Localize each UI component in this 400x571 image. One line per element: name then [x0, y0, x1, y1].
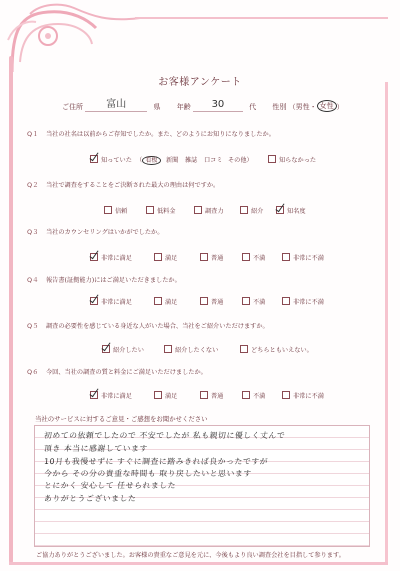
option-very-dissatisfied[interactable]: [282, 253, 324, 262]
option-label: 満足: [165, 393, 178, 400]
option-knew[interactable]: [90, 155, 132, 164]
checkbox[interactable]: [242, 391, 250, 399]
option-label: 満足: [165, 299, 178, 306]
option-very-dissatisfied[interactable]: [282, 297, 324, 306]
comment-prompt: 当社のサービスに対するご意見・ご感想をお聞かせください: [35, 415, 208, 423]
question-5: [27, 322, 376, 331]
checkbox[interactable]: [276, 206, 284, 214]
checkbox[interactable]: [282, 253, 290, 261]
checkbox[interactable]: [90, 297, 98, 305]
gender-option-female[interactable]: 女性: [317, 100, 337, 112]
option-label: 紹介したくない: [175, 347, 219, 354]
question-number: Q５: [27, 322, 39, 330]
checkbox[interactable]: [194, 206, 202, 214]
gender-paren-open: （: [288, 103, 296, 111]
question-text: 報告書(証拠能力)にはご満足いただきましたか。: [46, 277, 181, 284]
option-label: 調査力: [205, 208, 224, 215]
question-number: Q２: [27, 181, 39, 189]
option-label: 非常に不満: [293, 299, 324, 306]
option-signboard[interactable]: （ 看板: [136, 155, 161, 164]
gender-option-male[interactable]: 男性: [295, 103, 310, 111]
survey-title: お客様アンケート: [158, 77, 242, 88]
question-text: 当社で調査をすることをご決断された最大の理由は何ですか。: [46, 182, 220, 189]
frame-left-border: [9, 56, 13, 563]
question-number: Q６: [27, 368, 39, 376]
option-word-of-mouth[interactable]: 口コミ: [204, 157, 223, 164]
option-label: 非常に不満: [293, 255, 324, 262]
option-other[interactable]: その他）: [228, 157, 253, 164]
question-3: [27, 228, 376, 237]
option-label: どちらともいえない。: [251, 347, 313, 354]
option-label-circled: 看板: [142, 156, 160, 165]
gender-separator: ・: [309, 103, 317, 111]
option-label: 知っていた: [101, 157, 132, 164]
option-label: 普通: [211, 393, 224, 400]
option-did-not-know[interactable]: [268, 155, 316, 164]
option-label: 知らなかった: [279, 157, 317, 164]
option-newspaper[interactable]: 新聞: [166, 157, 179, 164]
checkbox[interactable]: [146, 206, 154, 214]
option-label: 不満: [253, 299, 266, 306]
question-text: 調査の必要性を感じている身近な人がいた場合、当社をご紹介いただけますか。: [46, 323, 269, 330]
comment-line: とにかく 安心して 任せられました: [43, 481, 177, 490]
option-very-dissatisfied[interactable]: [282, 391, 324, 400]
option-would-refer[interactable]: [102, 345, 144, 354]
option-label: 非常に満足: [101, 393, 132, 400]
address-label: ご住所: [62, 103, 83, 111]
question-2: [27, 181, 376, 190]
prefecture-label: 県: [153, 103, 161, 111]
option-label: 信頼: [115, 208, 128, 215]
checkbox[interactable]: [200, 391, 208, 399]
option-dissatisfied[interactable]: [242, 253, 265, 262]
comment-line: 頂き 本当に感謝しています: [43, 444, 149, 453]
comment-line: 初めての依頼でしたので 不安でしたが 私も親切に優しく丈んで: [43, 431, 286, 440]
comment-textarea[interactable]: [34, 425, 370, 547]
decorative-corner-flourish: [0, 0, 150, 80]
checkbox[interactable]: [164, 345, 172, 353]
option-label: 満足: [165, 255, 178, 262]
question-text: 今回、当社の調査の質と料金にご満足いただけましたか。: [46, 369, 207, 376]
option-label: 低料金: [157, 208, 176, 215]
checkbox[interactable]: [90, 391, 98, 399]
comment-line: 10月も我慢せずに すぐに調査に踏みきれば良かったですが: [43, 457, 269, 466]
option-dissatisfied[interactable]: [242, 391, 265, 400]
address-field[interactable]: 富山: [85, 99, 147, 112]
option-label: 不満: [253, 255, 266, 262]
question-4: [27, 276, 376, 285]
question-text: 当社のカウンセリングはいかがでしたか。: [46, 229, 164, 236]
footer-thanks: ご協力ありがとうございました。お客様の貴重なご意見を元に、今後もより良い調査会社を目指して参ります。: [36, 552, 345, 559]
option-trust[interactable]: [104, 206, 127, 215]
checkbox[interactable]: [90, 155, 98, 163]
age-field[interactable]: 30: [193, 99, 243, 112]
option-neutral[interactable]: [240, 345, 313, 354]
option-low-price[interactable]: [146, 206, 176, 215]
option-investigation-ability[interactable]: [194, 206, 224, 215]
checkbox[interactable]: [242, 297, 250, 305]
option-label: 知名度: [287, 208, 306, 215]
option-dissatisfied[interactable]: [242, 297, 265, 306]
option-satisfied[interactable]: [154, 297, 177, 306]
question-text: 当社の社名は以前からご存知でしたか。また、どのようにお知りになりましたか。: [46, 131, 275, 138]
option-referral[interactable]: [240, 206, 263, 215]
option-satisfied[interactable]: [154, 391, 177, 400]
question-number: Q３: [27, 228, 39, 236]
frame-right-border: [385, 82, 388, 563]
option-name-recognition[interactable]: [276, 206, 306, 215]
option-very-satisfied[interactable]: [90, 253, 132, 262]
checkbox[interactable]: [104, 206, 112, 214]
checkbox[interactable]: [240, 345, 248, 353]
frame-top-border: [135, 17, 388, 19]
checkbox[interactable]: [154, 297, 162, 305]
checkbox[interactable]: [200, 297, 208, 305]
option-label: 非常に不満: [293, 393, 324, 400]
age-label: 年齢: [176, 103, 191, 111]
gender-paren-close: ）: [336, 103, 344, 111]
checkbox[interactable]: [240, 206, 248, 214]
option-average[interactable]: [200, 391, 223, 400]
question-number: Q４: [27, 276, 39, 284]
age-unit-label: 代: [249, 103, 257, 111]
option-average[interactable]: [200, 297, 223, 306]
checkbox[interactable]: [200, 253, 208, 261]
checkbox[interactable]: [242, 253, 250, 261]
option-label: 普通: [211, 299, 224, 306]
question-number: Q１: [27, 130, 39, 138]
option-label: 不満: [253, 393, 266, 400]
checkbox[interactable]: [282, 391, 290, 399]
option-very-satisfied[interactable]: [90, 297, 132, 306]
checkbox[interactable]: [282, 297, 290, 305]
frame-bottom-border: [9, 562, 388, 565]
question-6: [27, 368, 376, 377]
option-label: 非常に満足: [101, 255, 132, 262]
option-satisfied[interactable]: [154, 253, 177, 262]
checkbox[interactable]: [154, 253, 162, 261]
checkbox[interactable]: [102, 345, 110, 353]
question-1: [27, 130, 376, 139]
comment-line: ありがとうございました: [43, 494, 137, 503]
option-label: 非常に満足: [101, 299, 132, 306]
option-magazine[interactable]: 雑誌: [185, 157, 198, 164]
checkbox[interactable]: [268, 155, 276, 163]
comment-line: 今から その分の貴重な時間も 取り戻したいと思います: [43, 469, 253, 478]
option-label: 紹介したい: [113, 347, 144, 354]
checkbox[interactable]: [154, 391, 162, 399]
gender-label: 性別: [272, 103, 287, 111]
option-label: 紹介: [251, 208, 264, 215]
checkbox[interactable]: [90, 253, 98, 261]
respondent-info-row: [62, 99, 362, 112]
option-very-satisfied[interactable]: [90, 391, 132, 400]
option-would-not-refer[interactable]: [164, 345, 218, 354]
option-average[interactable]: [200, 253, 223, 262]
option-label: 普通: [211, 255, 224, 262]
